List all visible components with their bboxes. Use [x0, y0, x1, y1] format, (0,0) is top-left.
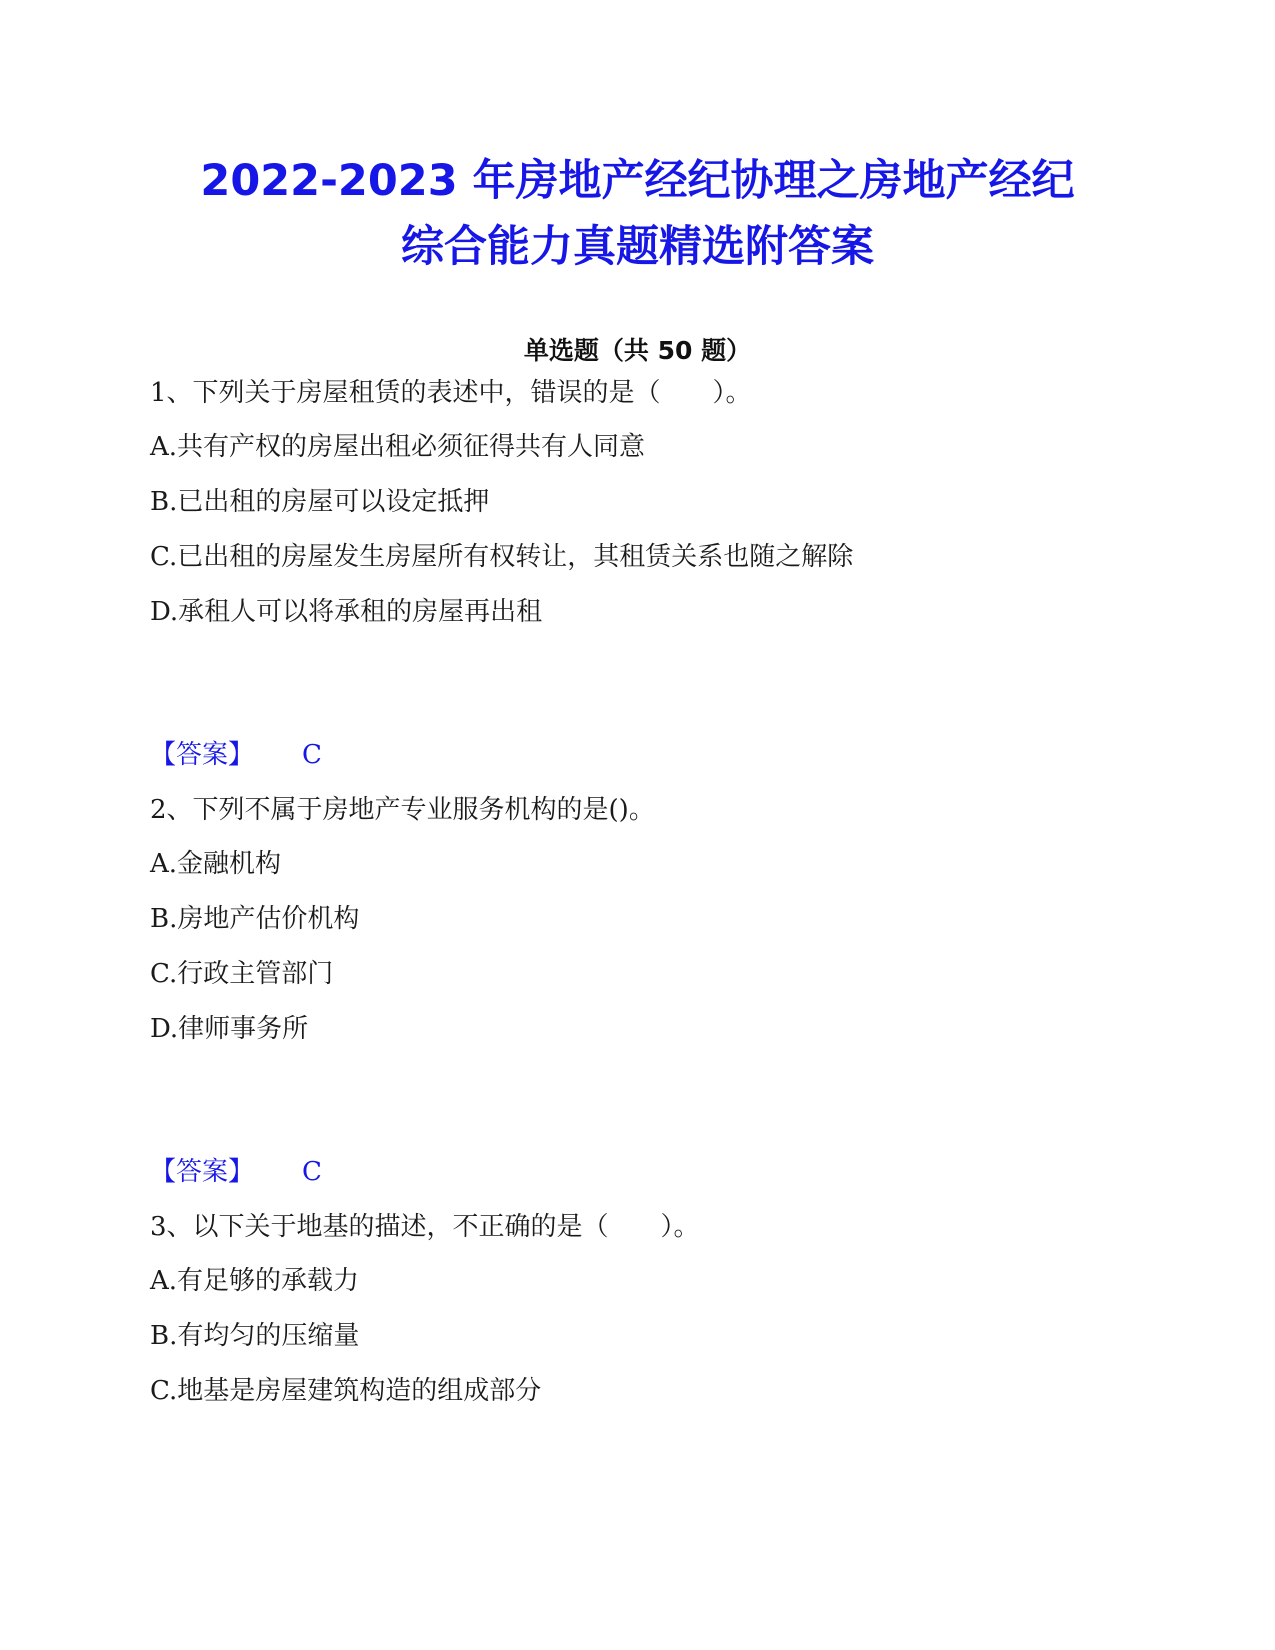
question-2-option-c: C.行政主管部门 — [150, 959, 334, 989]
answer-value: C — [302, 1157, 322, 1187]
question-2-stem: 2、下列不属于房地产专业服务机构的是()。 — [150, 795, 655, 825]
answer-label: 【答案】 — [150, 1157, 255, 1187]
answer-label: 【答案】 — [150, 740, 255, 770]
question-2-option-b: B.房地产估价机构 — [150, 904, 360, 934]
question-2-option-d: D.律师事务所 — [150, 1014, 309, 1044]
question-1-option-b: B.已出租的房屋可以设定抵押 — [150, 487, 490, 517]
question-3-option-b: B.有均匀的压缩量 — [150, 1321, 360, 1351]
document-title-line-2: 综合能力真题精选附答案 — [401, 222, 874, 272]
answer-value: C — [302, 740, 322, 770]
question-1-stem: 1、下列关于房屋租赁的表述中，错误的是（ ）。 — [150, 378, 752, 408]
question-3-option-a: A.有足够的承载力 — [150, 1266, 360, 1296]
document-title — [100, 148, 1175, 280]
question-2-option-a: A.金融机构 — [150, 849, 282, 879]
question-3-option-c: C.地基是房屋建筑构造的组成部分 — [150, 1376, 542, 1406]
question-1-option-d: D.承租人可以将承租的房屋再出租 — [150, 597, 543, 627]
document-title-line-1: 2022-2023 年房地产经纪协理之房地产经纪 — [200, 156, 1075, 206]
question-1-option-c: C.已出租的房屋发生房屋所有权转让，其租赁关系也随之解除 — [150, 542, 854, 572]
question-1-option-a: A.共有产权的房屋出租必须征得共有人同意 — [150, 432, 646, 462]
question-3-stem: 3、以下关于地基的描述，不正确的是（ ）。 — [150, 1212, 700, 1242]
question-1-answer — [150, 738, 322, 772]
section-heading: 单选题（共 50 题） — [523, 336, 752, 365]
question-2-answer — [150, 1155, 322, 1189]
